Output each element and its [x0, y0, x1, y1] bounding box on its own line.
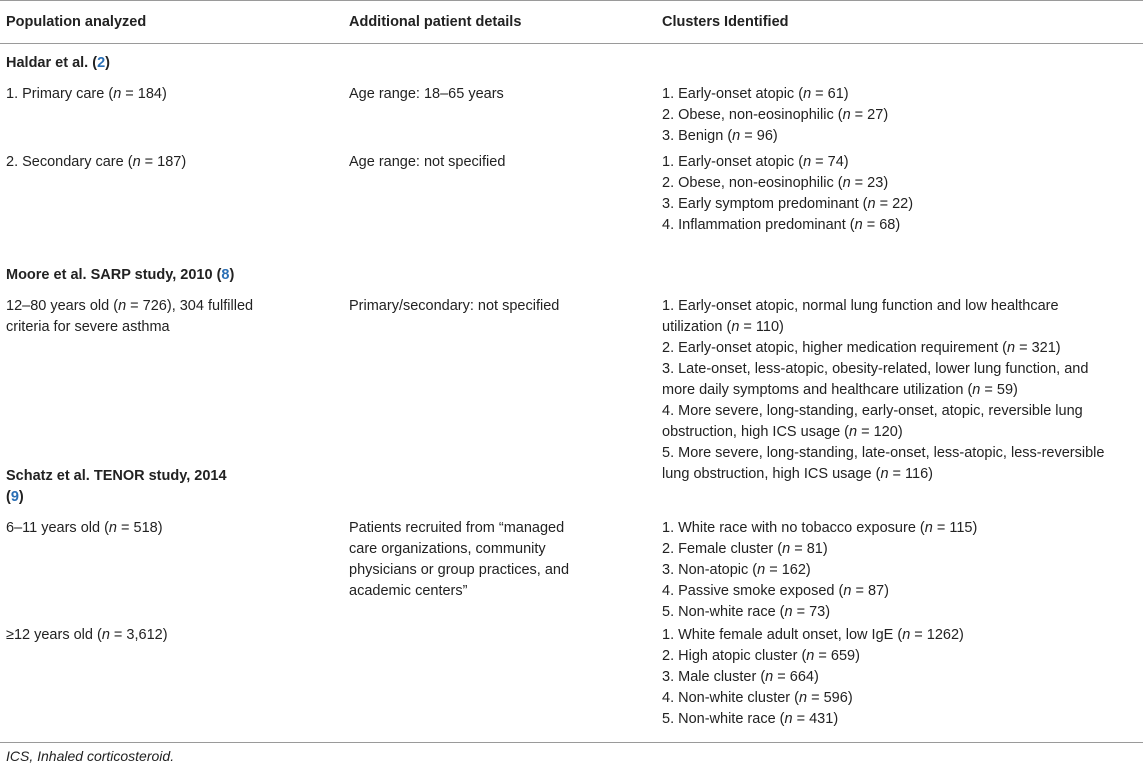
cluster-line: 1. Early-onset atopic (n = 74) — [662, 154, 849, 170]
cluster-line: 2. Early-onset atopic, higher medication requirement (n = 321) — [662, 340, 1061, 356]
section-title: Moore et al. SARP study, 2010 ( — [6, 267, 222, 283]
section-title-close: ) — [105, 55, 110, 71]
details-line: academic centers” — [349, 583, 468, 599]
cluster-line: 3. Non-atopic (n = 162) — [662, 562, 811, 578]
header-details: Additional patient details — [349, 14, 522, 30]
population-line: ≥12 years old (n = 3,612) — [6, 627, 168, 643]
details-line: Age range: 18–65 years — [349, 86, 504, 102]
details-line: physicians or group practices, and — [349, 562, 570, 578]
header-clusters: Clusters Identified — [662, 14, 789, 30]
details-line: Age range: not specified — [349, 154, 506, 170]
cluster-line: 1. Early-onset atopic, normal lung function and low healthcare — [662, 298, 1059, 314]
cluster-line: 1. White female adult onset, low IgE (n = 1262) — [662, 627, 964, 643]
population-line: criteria for severe asthma — [6, 319, 170, 335]
cluster-line: 4. Passive smoke exposed (n = 87) — [662, 583, 889, 599]
reference-link[interactable]: 9 — [10, 489, 19, 505]
cluster-line: 3. Benign (n = 96) — [662, 128, 778, 144]
section-title-close: ) — [18, 489, 24, 505]
cluster-line: utilization (n = 110) — [662, 319, 784, 335]
cluster-line: lung obstruction, high ICS usage (n = 116) — [662, 466, 934, 482]
cluster-line: 4. More severe, long-standing, early-onset, atopic, reversible lung — [662, 403, 1083, 419]
cluster-line: 5. More severe, long-standing, late-onset, less-atopic, less-reversible — [662, 445, 1105, 461]
cluster-line: 3. Male cluster (n = 664) — [662, 669, 819, 685]
cluster-line: 4. Non-white cluster (n = 596) — [662, 690, 853, 706]
section-title-cont: ( — [6, 489, 11, 505]
table-bottom-rule — [0, 742, 1143, 743]
cluster-line: 2. Obese, non-eosinophilic (n = 23) — [662, 175, 889, 191]
reference-link[interactable]: 2 — [97, 55, 106, 71]
section-title: Haldar et al. ( — [6, 55, 98, 71]
population-line: 2. Secondary care (n = 187) — [6, 154, 187, 170]
population-line: 1. Primary care (n = 184) — [6, 86, 167, 102]
reference-link[interactable]: 8 — [221, 267, 230, 283]
cluster-line: 2. Female cluster (n = 81) — [662, 541, 828, 557]
cluster-line: more daily symptoms and healthcare utilization (n = 59) — [662, 382, 1018, 398]
population-line: 6–11 years old (n = 518) — [6, 520, 163, 536]
header-rule — [0, 43, 1143, 44]
footnote: ICS, Inhaled corticosteroid. — [6, 748, 175, 764]
cluster-line: 4. Inflammation predominant (n = 68) — [662, 217, 901, 233]
details-line: Patients recruited from “managed — [349, 520, 565, 536]
cluster-line: 5. Non-white race (n = 431) — [662, 711, 839, 727]
cluster-line: obstruction, high ICS usage (n = 120) — [662, 424, 903, 440]
details-line: care organizations, community — [349, 541, 546, 557]
cluster-line: 1. White race with no tobacco exposure (n = 115) — [662, 520, 978, 536]
cluster-line: 2. Obese, non-eosinophilic (n = 27) — [662, 107, 889, 123]
cluster-line: 3. Early symptom predominant (n = 22) — [662, 196, 914, 212]
cluster-line: 1. Early-onset atopic (n = 61) — [662, 86, 849, 102]
header-population: Population analyzed — [6, 14, 147, 30]
section-heading — [6, 265, 234, 286]
population-line: 12–80 years old (n = 726), 304 fulfilled — [6, 298, 254, 314]
cluster-line: 2. High atopic cluster (n = 659) — [662, 648, 860, 664]
section-title: Schatz et al. TENOR study, 2014 — [6, 468, 227, 484]
section-heading — [6, 53, 110, 74]
details-line: Primary/secondary: not specified — [349, 298, 560, 314]
cluster-line: 5. Non-white race (n = 73) — [662, 604, 831, 620]
table-top-rule — [0, 0, 1143, 1]
section-title-close: ) — [229, 267, 235, 283]
section-heading — [6, 466, 227, 508]
cluster-line: 3. Late-onset, less-atopic, obesity-related, lower lung function, and — [662, 361, 1089, 377]
